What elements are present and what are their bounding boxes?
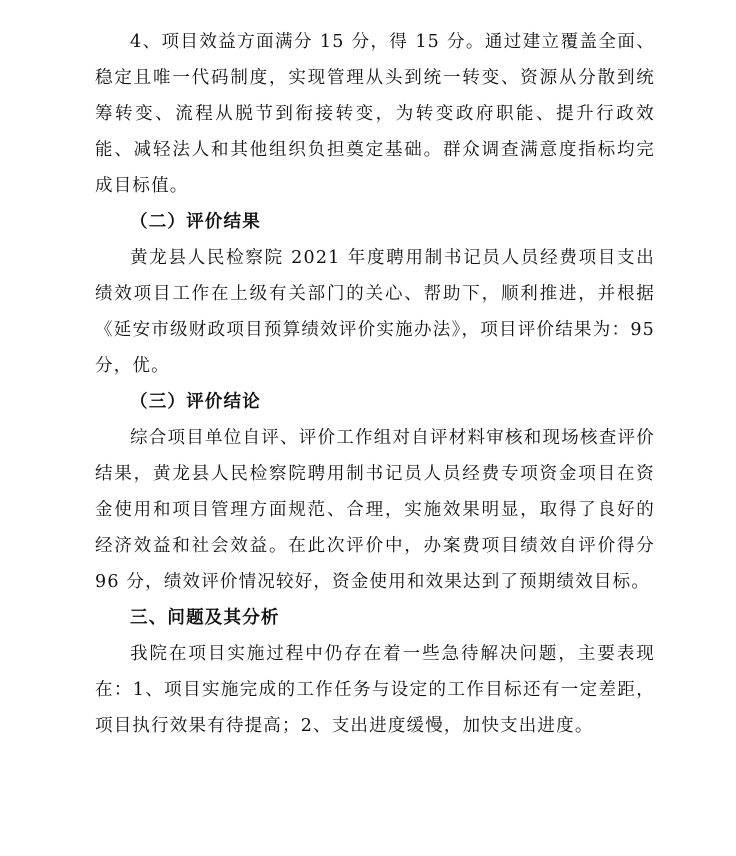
- paragraph-evaluation-conclusion: 综合项目单位自评、评价工作组对自评材料审核和现场核查评价结果，黄龙县人民检察院聘用制书记员人员经费专项资金项目在资金使用和项目管理方面规范、合理，实施效果明显，取得了良好的经济效益和社会效益。在此次评价中，办案费项目绩效自评价得分 96 分，绩效评价情况较好，资金使用和效果达到了预期绩效目标。: [95, 428, 655, 592]
- paragraph-problems-analysis: 我院在项目实施过程中仍存在着一些急待解决问题，主要表现在：1、项目实施完成的工作任务与设定的工作目标还有一定差距，项目执行效果有待提高；2、支出进度缓慢，加快支出进度。: [95, 644, 655, 736]
- document-page: [95, 24, 655, 744]
- paragraph-evaluation-result: 黄龙县人民检察院 2021 年度聘用制书记员人员经费项目支出绩效项目工作在上级有关部门的关心、帮助下，顺利推进，并根据《延安市级财政项目预算绩效评价实施办法》，项目评价结果为：95 分，优。: [95, 248, 655, 376]
- heading-problems-analysis: 三、问题及其分析: [130, 608, 280, 628]
- heading-evaluation-conclusion: （三）评价结论: [130, 392, 261, 412]
- heading-evaluation-result: （二）评价结果: [130, 212, 261, 232]
- paragraph-project-benefit: 4、项目效益方面满分 15 分，得 15 分。通过建立覆盖全面、稳定且唯一代码制度，实现管理从头到统一转变、资源从分散到统筹转变、流程从脱节到衔接转变，为转变政府职能、提升行政效能、减轻法人和其他组织负担奠定基础。群众调查满意度指标均完成目标值。: [95, 32, 655, 196]
